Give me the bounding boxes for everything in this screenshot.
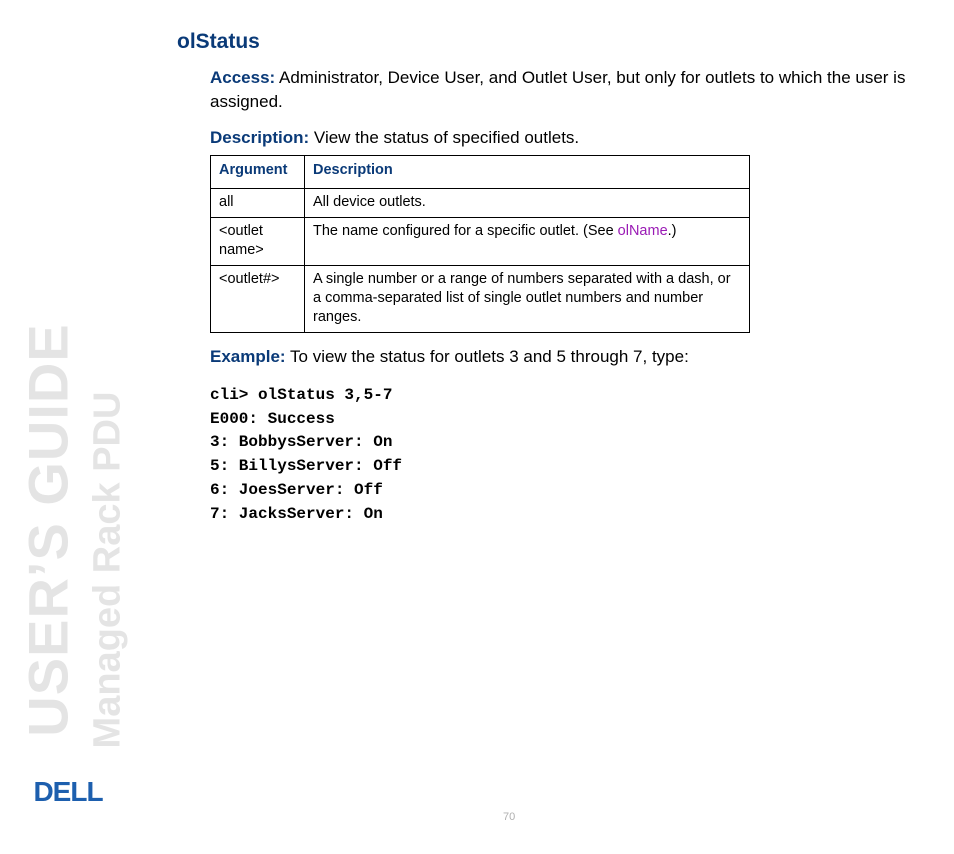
example-text: To view the status for outlets 3 and 5 through 7, type: [285,347,689,366]
olname-link[interactable]: olName [617,223,668,239]
header-description: Description [305,156,750,189]
sidebar-product-subtitle: Managed Rack PDU [86,391,129,749]
code-line: 6: JoesServer: Off [210,480,383,499]
argument-table [210,155,750,333]
example-label: Example: [210,347,286,366]
code-line: 3: BobbysServer: On [210,433,393,452]
code-line: cli> olStatus 3,5-7 [210,386,393,404]
dell-logo [24,776,112,806]
table-row [211,266,750,333]
access-paragraph [210,66,910,114]
description-paragraph [210,126,910,150]
table-header-row [211,156,750,189]
table-row [211,218,750,266]
code-line: E000: Success [210,409,335,428]
table-cell-description [305,218,750,266]
table-row [211,189,750,218]
description-label: Description: [210,128,310,147]
code-line: 7: JacksServer: On [210,504,383,523]
table-cell-description: A single number or a range of numbers separated with a dash, or a comma-separated list of single outlet numbers and number ranges. [305,266,750,333]
sidebar-guide-title: USER’S GUIDE [16,323,80,737]
table-cell-argument: <outlet name> [211,218,305,266]
header-argument: Argument [211,156,305,189]
code-line: 5: BillysServer: Off [210,457,403,476]
table-cell-argument: all [211,189,305,218]
example-paragraph [210,345,910,369]
page-title: olStatus [177,30,260,53]
desc-text-after: .) [667,223,677,239]
desc-text-before: The name configured for a specific outlet. (See [313,223,618,239]
table-cell-argument: <outlet#> [211,266,305,333]
access-text: Administrator, Device User, and Outlet User, but only for outlets to which the user is assigned. [210,68,906,111]
dell-logo-text: DELL [33,776,103,806]
table-cell-description: All device outlets. [305,189,750,218]
code-block [210,384,402,526]
access-label: Access: [210,68,276,87]
page-number: 70 [503,811,516,823]
description-text: View the status of specified outlets. [309,128,580,147]
